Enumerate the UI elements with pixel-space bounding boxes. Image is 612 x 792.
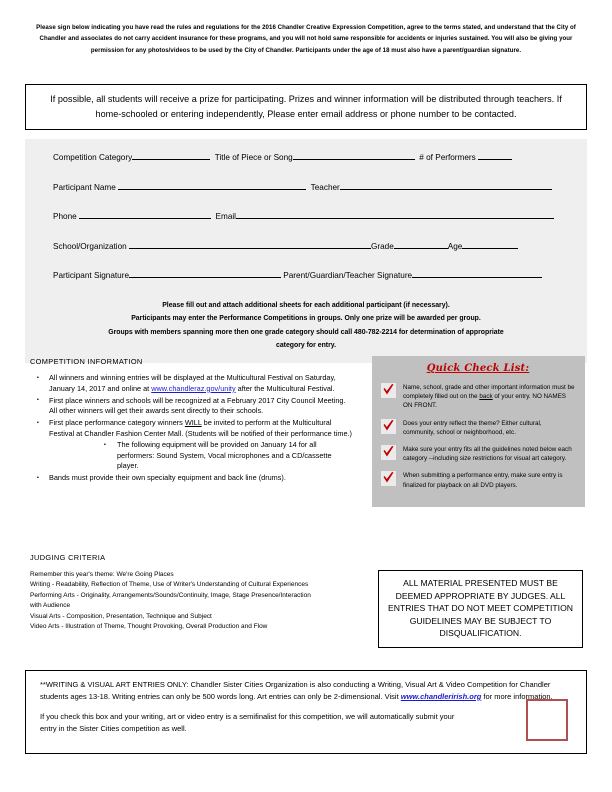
input-teacher[interactable] — [340, 181, 552, 190]
label-participant-name: Participant Name — [53, 182, 116, 192]
list-item — [381, 445, 575, 463]
note-groups-line2: Groups with members spanning more then one grade category should call 480-782-2214 for determination of appropriate — [108, 328, 504, 336]
bullet-3-after: be invited to perform at the Multicultural Festival at Chandler Fashion Center Mall. (Students will be notified of their performance time.) — [49, 418, 352, 438]
judging-line: Visual Arts - Composition, Presentation, Technique and Subject — [30, 612, 212, 620]
red-check-icon — [381, 445, 396, 460]
prize-notice-text: If possible, all students will receive a prize for participating. Prizes and winner information will be distributed through teachers. If home-schooled or entering independently, Please enter email address or phone number to be contacted. — [50, 94, 562, 119]
input-participant-signature[interactable] — [129, 269, 281, 278]
list-item — [381, 471, 575, 489]
judging-line: Performing Arts - Originality, Arrangements/Sounds/Continuity, Image, Stage Presence/Interaction — [30, 591, 311, 599]
competition-information-section — [30, 357, 355, 485]
check-item-text: Does your entry reflect the theme? Either cultural, community, school or neighborhood, etc. — [403, 419, 542, 436]
input-title-of-piece[interactable] — [293, 151, 415, 160]
judging-criteria-heading: JUDGING CRITERIA — [30, 553, 106, 562]
note-attach-sheets-text: Please fill out and attach additional sheets for each additional participant (if necessary). — [162, 301, 450, 309]
input-grade[interactable] — [394, 240, 448, 249]
label-competition-category: Competition Category — [53, 153, 133, 162]
judging-line: Writing - Readability, Reflection of Theme, Use of Writer's Understanding of Cultural Experiences — [30, 581, 309, 589]
label-age: Age — [447, 241, 463, 251]
list-item — [30, 373, 355, 394]
form-row-contact — [39, 210, 573, 222]
judging-line: Remember this year's theme: We're Going Places — [30, 571, 174, 578]
check-1-after: of your entry. NO NAMES ON FRONT. — [403, 393, 566, 410]
label-phone: Phone — [53, 212, 77, 221]
input-participant-name[interactable] — [118, 181, 306, 190]
input-school-organization[interactable] — [129, 240, 371, 249]
sister-after: for more information. — [481, 691, 553, 701]
competition-information-bullets — [30, 373, 355, 484]
label-num-performers: # of Performers — [419, 153, 476, 162]
form-row-school — [39, 240, 573, 252]
sister-cities-box — [25, 670, 587, 754]
list-item: ▪ The following equipment will be provided on January 14 for all performers: Sound System, Vocal microphones and a CD/cassette player. — [97, 440, 355, 472]
judging-line: Video Arts - Illustration of Theme, Thought Provoking, Overall Production and Flow — [30, 623, 268, 631]
label-participant-signature: Participant Signature — [53, 271, 130, 280]
list-item — [30, 396, 355, 417]
quick-check-list-title: Quick Check List: — [426, 363, 530, 374]
form-row-category — [39, 151, 573, 163]
unity-website-link[interactable]: www.chandleraz.gov/unity — [151, 383, 236, 393]
registration-form — [25, 139, 587, 363]
bullet-3-before: First place performance category winners — [49, 418, 185, 428]
sister-cities-optin-text: If you check this box and your writing, art or video entry is a semifinalist for this competition, we will automatically submit your entry in the Sister Cities competition as well. — [40, 712, 455, 734]
disqualification-notice-box — [378, 570, 583, 648]
competition-information-heading: COMPETITION INFORMATION — [30, 357, 143, 366]
label-school-organization: School/Organization — [53, 241, 127, 251]
competition-information-subbullets — [49, 440, 355, 472]
list-item — [381, 419, 575, 437]
label-teacher: Teacher — [310, 182, 340, 192]
form-row-name — [39, 181, 573, 193]
bullet-1-before: All winners and winning entries will be displayed at the Multicultural Festival on Saturday, January 14, 2017 and online at — [49, 373, 336, 393]
input-competition-category[interactable] — [132, 151, 210, 160]
judging-line: with Audience — [30, 602, 71, 610]
note-groups-line1: Participants may enter the Performance Competitions in groups. Only one prize will be awarded per group. — [131, 315, 481, 322]
bullet-2-text: First place winners and schools will be recognized at a February 2017 City Council Meeting. All other winners will get their awards sent directly to their schools. — [49, 395, 346, 416]
label-grade: Grade — [371, 241, 394, 251]
red-check-icon — [381, 471, 396, 486]
check-item-text: When submitting a performance entry, make sure entry is finalized for playback on all DVD players. — [403, 472, 563, 489]
sister-cities-paragraph — [40, 679, 565, 702]
red-check-icon — [381, 383, 396, 398]
list-item — [30, 418, 355, 471]
label-title-of-piece: Title of Piece or Song — [214, 153, 293, 162]
sister-before: **WRITING & VISUAL ART ENTRIES ONLY: Chandler Sister Cities Organization is also conducting a Writing, Visual Art & Video Competition for Chandler students ages 13-18. Writing entries can only be 500 words long. Art entries can only be 2-dimensional. Visit — [40, 680, 551, 701]
bullet-3-emphasis: WILL — [184, 418, 202, 428]
list-item: ▪ Bands must provide their own specialty equipment and back line (drums). — [30, 473, 355, 484]
check-1-before: Name, school, grade and other important information must be completely filled out on the — [403, 384, 575, 401]
note-groups-line3: category for entry. — [276, 342, 336, 349]
label-email: Email — [215, 212, 237, 221]
chandlerirish-website-link[interactable]: www.chandlerirish.org — [400, 691, 482, 701]
input-parent-signature[interactable] — [412, 269, 542, 278]
check-1-emphasis: back — [479, 393, 493, 401]
sister-cities-optin-checkbox[interactable] — [526, 699, 568, 741]
input-phone[interactable] — [79, 210, 211, 219]
quick-check-list-panel — [372, 356, 585, 507]
label-parent-signature: Parent/Guardian/Teacher Signature — [283, 271, 413, 280]
judging-criteria-body — [30, 570, 360, 632]
form-row-signature — [39, 269, 573, 281]
bullet-1-after: after the Multicultural Festival. — [235, 383, 335, 393]
red-check-icon — [381, 419, 396, 434]
form-note-attach-sheets — [39, 299, 573, 353]
check-item-text: Make sure your entry fits all the guidelines noted below each category --including size restrictions for visual art category. — [403, 446, 572, 463]
disqualification-notice-text: ALL MATERIAL PRESENTED MUST BE DEEMED APPROPRIATE BY JUDGES. ALL ENTRIES THAT DO NOT MEET COMPETITION GUIDELINES MAY BE SUBJECT TO DISQUALIFICATION. — [388, 578, 573, 639]
input-email[interactable] — [236, 210, 554, 219]
prize-notice-box — [25, 84, 587, 130]
consent-paragraph: Please sign below indicating you have read the rules and regulations for the 2016 Chandler Creative Expression Competition, agree to the terms stated, and understand that the City of Chandler and associates do not carry accident insurance for these programs, and you will not hold same responsible for accidents or injuries sustained. You will also be giving your permission for any photos/videos to be used by the City of Chandler. Participants under the age of 18 must also have a parent/guardian signature. — [36, 24, 576, 54]
check-item-text — [403, 383, 575, 411]
judging-criteria-section — [30, 553, 360, 632]
input-age[interactable] — [462, 240, 518, 249]
input-num-performers[interactable] — [478, 151, 512, 160]
list-item — [381, 383, 575, 411]
